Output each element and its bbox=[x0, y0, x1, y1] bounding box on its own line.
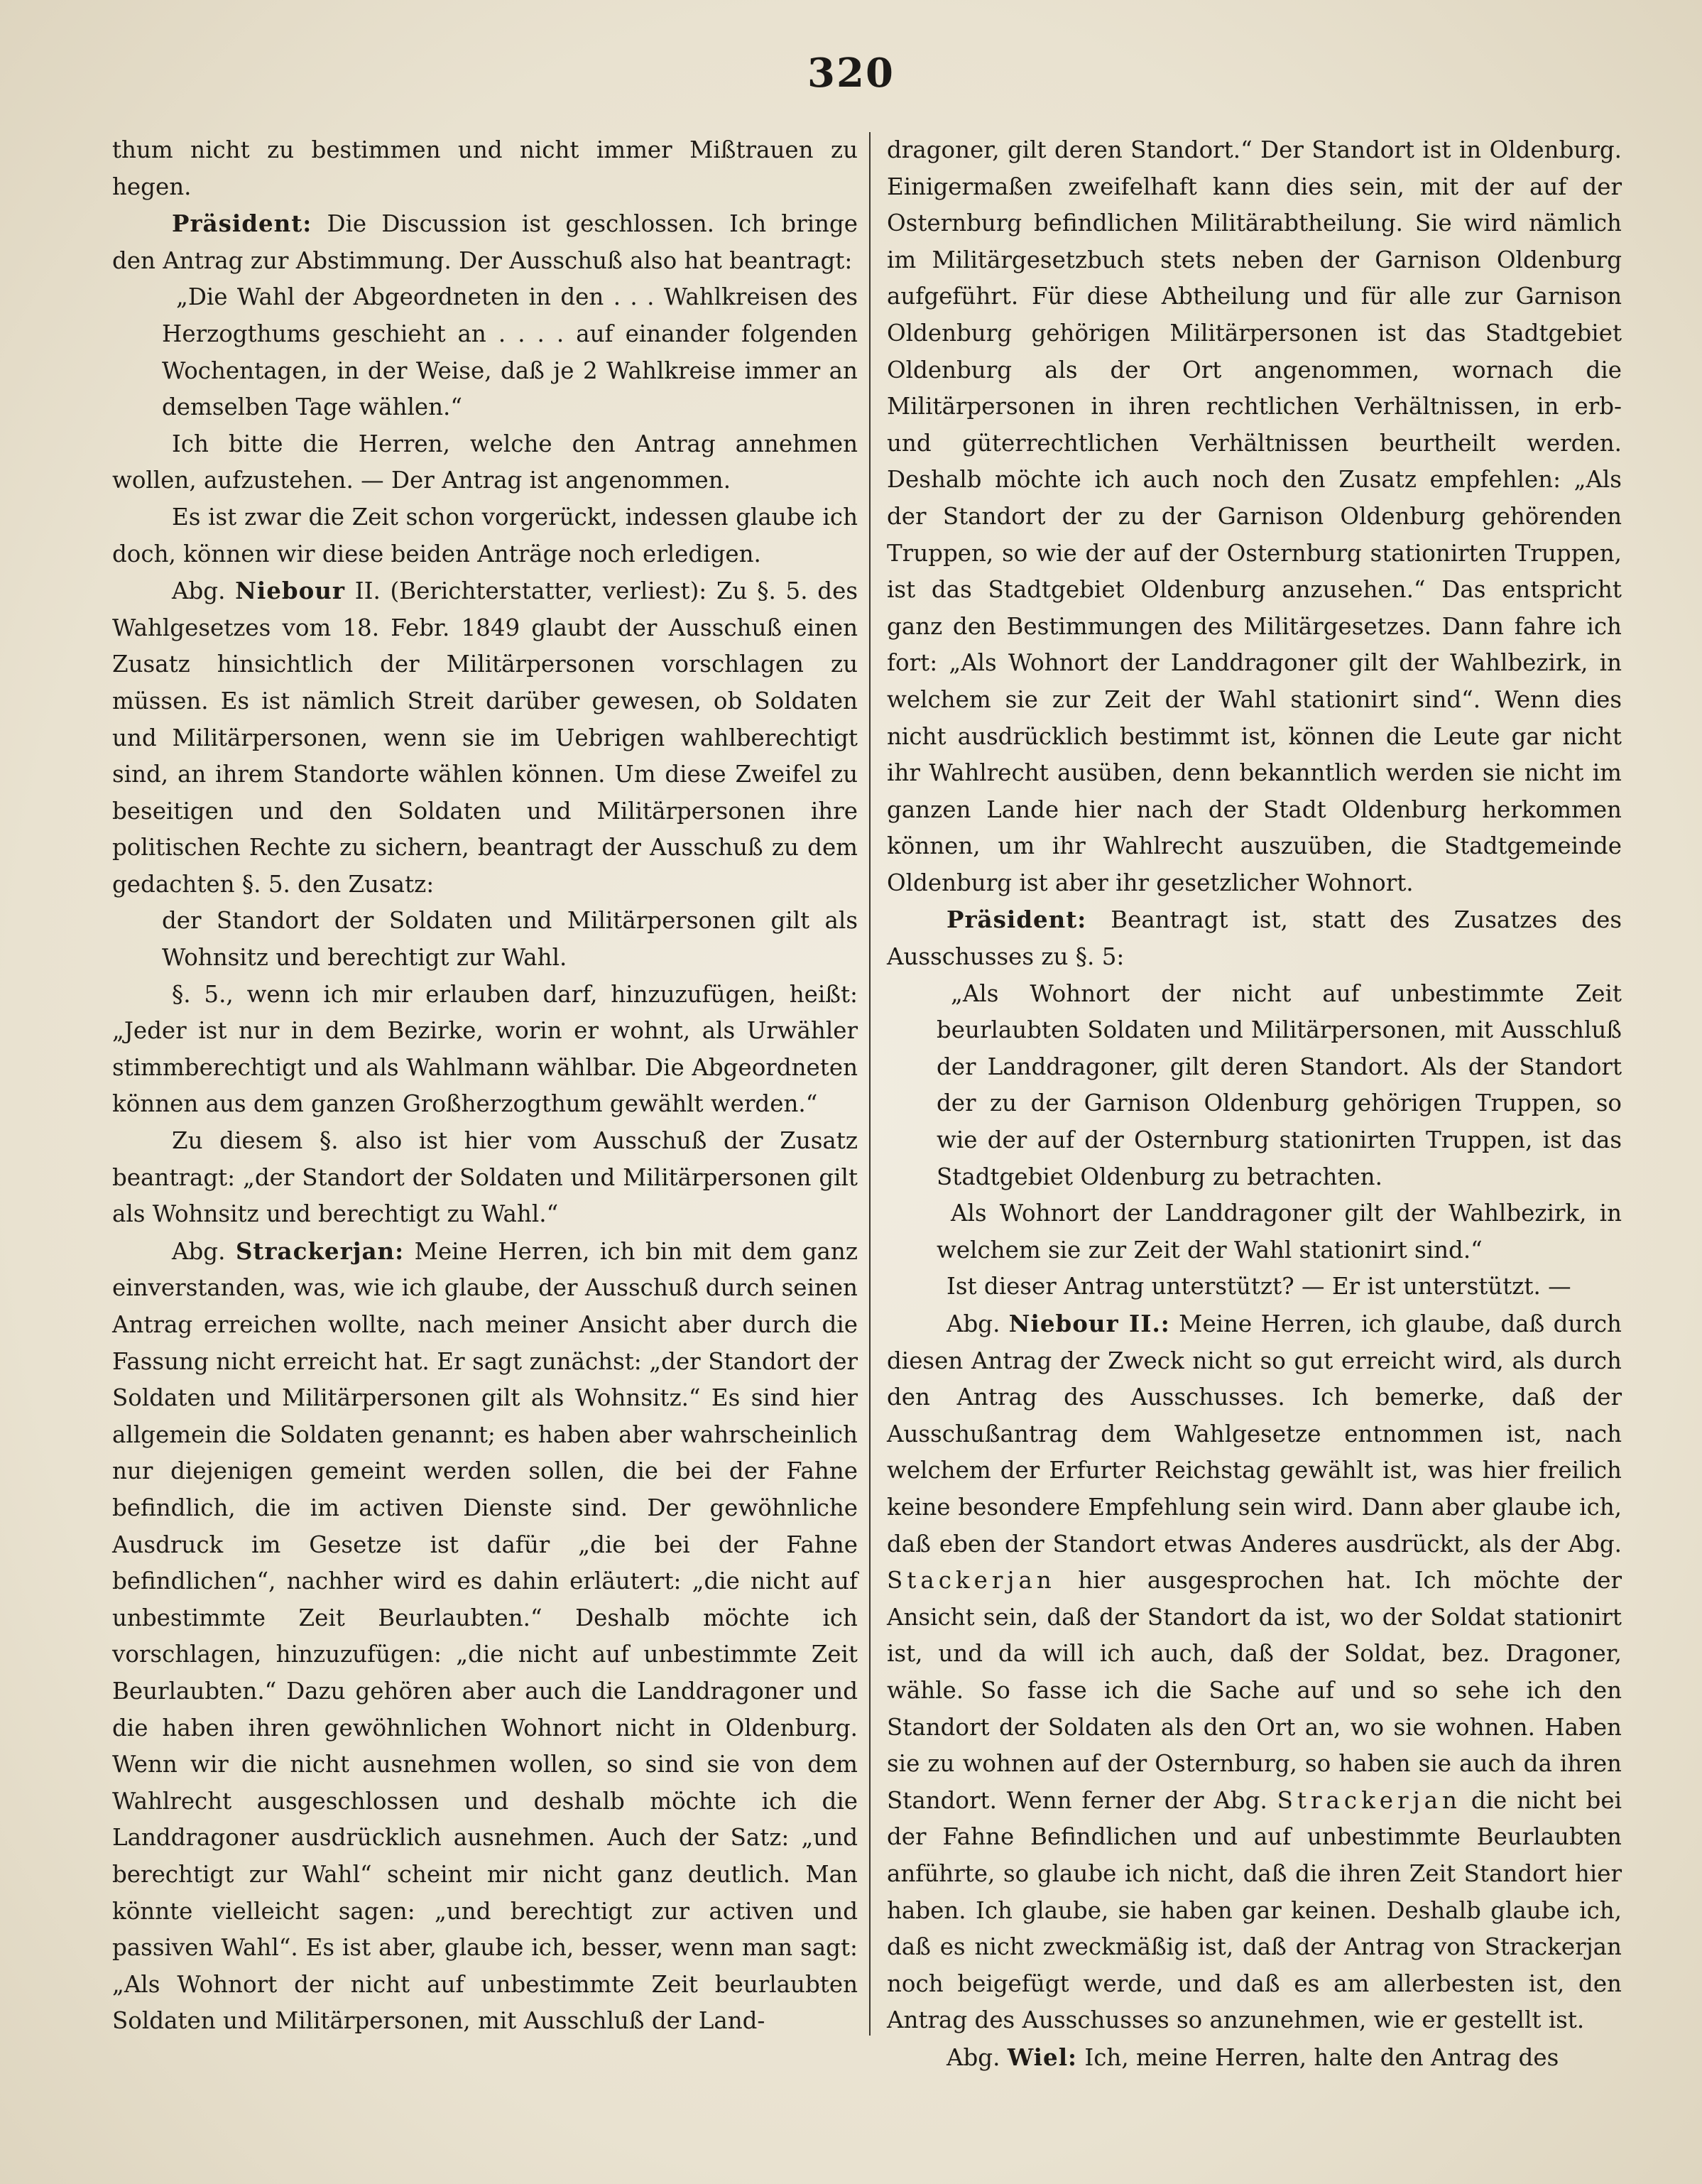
paragraph: Es ist zwar die Zeit schon vorgerückt, indessen glaube ich doch, können wir diese beiden Anträge noch erledigen. bbox=[112, 503, 858, 567]
column-divider bbox=[869, 132, 871, 2036]
left-column bbox=[112, 132, 858, 2040]
paragraph bbox=[112, 572, 858, 903]
speaker-name: Präsident: bbox=[172, 210, 312, 238]
paragraph: Ist dieser Antrag unterstützt? — Er ist unterstützt. — bbox=[947, 1273, 1571, 1300]
page-number: 320 bbox=[807, 50, 895, 97]
paragraph-text: hier ausgesprochen hat. Ich möchte der Ansicht sein, daß der Standort da ist, wo der Soldat stationirt ist, und da will ich auch, daß der Soldat, bez. Dragoner, wähle. So fasse ich die Sache auf und so sehe ich den Standort der Soldaten als den Ort an, wo sie wohnen. Haben sie zu wohnen auf der Osternburg, so haben sie auch da ihren Standort. Wenn ferner der Abg. bbox=[887, 1567, 1622, 1814]
paragraph-text: die nicht bei der Fahne Befindlichen und auf unbestimmte Beurlaubten anführte, so glaube ich nicht, daß die ihren Zeit Standort hier haben. Ich glaube, sie haben gar keinen. Deshalb glaube ich, daß es nicht zweckmäßig ist, daß der Antrag von Strackerjan noch beigefügt werde, und daß es am allerbesten ist, den Antrag des Ausschusses so anzunehmen, wie er gestellt ist. bbox=[887, 1786, 1622, 2034]
paragraph: §. 5., wenn ich mir erlauben darf, hinzuzufügen, heißt: „Jeder ist nur in dem Bezirke, worin er wohnt, als Urwähler stimmberechtigt und als Wahlmann wählbar. Die Abgeordneten können aus dem ganzen Großherzogthum gewählt werden.“ bbox=[112, 980, 858, 1118]
paragraph-text: Meine Herren, ich bin mit dem ganz einverstanden, was, wie ich glaube, der Ausschuß durch seinen Antrag erreichen wollte, nach meiner Ansicht aber durch die Fassung nicht erreicht hat. Er sagt zunächst: „der Standort der Soldaten und Militärpersonen gilt als Wohnsitz.“ Es sind hier allgemein die Soldaten genannt; es haben aber wahrscheinlich nur diejenigen gemeint werden sollen, die bei der Fahne befindlich, die im activen Dienste sind. Der gewöhnliche Ausdruck im Gesetze ist dafür „die bei der Fahne befindlichen“, nachher wird es dahin erläutert: „die nicht auf unbestimmte Zeit Beurlaubten.“ Deshalb möchte ich vorschlagen, hinzuzufügen: „die nicht auf unbestimmte Zeit Beurlaubten.“ Dazu gehören aber auch die Landdragoner und die haben ihren gewöhnlichen Wohnort nicht in Oldenburg. Wenn wir die nicht ausnehmen wollen, so sind sie von dem Wahlrecht ausgeschlossen und deshalb möchte ich die Landdragoner ausdrücklich ausnehmen. Auch der Satz: „und berechtigt zur Wahl“ scheint mir nicht ganz deutlich. Man könnte vielleicht sagen: „und berechtigt zur activen und passiven Wahl“. Es ist aber, glaube ich, besser, wenn man sagt: „Als Wohnort der nicht auf unbestimmte Zeit beurlaubten Soldaten und Militärpersonen, mit Ausschluß der Land- bbox=[112, 1237, 858, 2035]
paragraph-text: Abg. bbox=[947, 1310, 1009, 1337]
speaker-name: Niebour bbox=[235, 577, 346, 605]
paragraph-text: Meine Herren, ich glaube, daß durch diesen Antrag der Zweck nicht so gut erreicht wird, als durch den Antrag des Ausschusses. Ich bemerke, daß der Ausschußantrag dem Wahlgesetze entnommen ist, nach welchem der Erfurter Reichstag gewählt ist, was hier freilich keine besondere Empfehlung sein wird. Dann aber glaube ich, daß eben der Standort etwas Anderes ausdrückt, als der Abg. bbox=[887, 1310, 1622, 1558]
paragraph-text: II. (Berichterstatter, verliest): Zu §. 5. des Wahlgesetzes vom 18. Febr. 1849 glaubt der Ausschuß einen Zusatz hinsichtlich der Militärpersonen vorschlagen zu müssen. Es ist nämlich Streit darüber gewesen, ob Soldaten und Militärpersonen, wenn sie im Uebrigen wahlberechtigt sind, an ihrem Standorte wählen können. Um diese Zweifel zu beseitigen und den Soldaten und Militärpersonen ihre politischen Rechte zu sichern, beantragt der Ausschuß zu dem gedachten §. 5. den Zusatz: bbox=[112, 577, 858, 898]
quoted-motion: Als Wohnort der Landdragoner gilt der Wahlbezirk, in welchem sie zur Zeit der Wahl stationirt sind.“ bbox=[937, 1200, 1622, 1264]
paragraph bbox=[887, 901, 1622, 975]
paragraph-text: Abg. bbox=[947, 2043, 1008, 2071]
spaced-name: Stackerjan bbox=[887, 1567, 1056, 1594]
paragraph: dragoner, gilt deren Standort.“ Der Standort ist in Oldenburg. Einigermaßen zweifelhaft kann dies sein, mit der auf der Osternburg befindlichen Militärabtheilung. Sie wird nämlich im Militärgesetzbuch stets neben der Garnison Oldenburg aufgeführt. Für diese Abtheilung und für alle zur Garnison Oldenburg gehörigen Militärpersonen ist das Stadtgebiet Oldenburg als der Ort angenommen, wornach die Militärpersonen in ihren rechtlichen Verhältnissen, in erb- und güterrechtlichen Verhältnissen beurtheilt werden. Deshalb möchte ich auch noch den Zusatz empfehlen: „Als der Standort der zu der Garnison Oldenburg gehörenden Truppen, so wie der auf der Osternburg stationirten Truppen, ist das Stadtgebiet Oldenburg anzusehen.“ Das entspricht ganz den Bestimmungen des Militärgesetzes. Dann fahre ich fort: „Als Wohnort der Landdragoner gilt der Wahlbezirk, in welchem sie zur Zeit der Wahl stationirt sind“. Wenn dies nicht ausdrücklich bestimmt ist, können die Leute gar nicht ihr Wahlrecht ausüben, denn bekanntlich werden sie nicht im ganzen Lande hier nach der Stadt Oldenburg herkommen können, um ihr Wahlrecht auszuüben, die Stadtgemeinde Oldenburg ist aber ihr gesetzlicher Wohnort. bbox=[887, 136, 1622, 896]
speaker-name: Strackerjan: bbox=[235, 1237, 405, 1265]
speaker-name: Wiel: bbox=[1007, 2043, 1078, 2071]
paragraph-text: Ich, meine Herren, halte den Antrag des bbox=[1077, 2043, 1559, 2071]
quoted-motion: der Standort der Soldaten und Militärpersonen gilt als Wohnsitz und berechtigt zur Wahl. bbox=[162, 907, 858, 972]
paragraph-text: Abg. bbox=[172, 577, 236, 605]
paragraph bbox=[887, 2039, 1622, 2077]
paragraph: Zu diesem §. also ist hier vom Ausschuß der Zusatz beantragt: „der Standort der Soldaten und Militärpersonen gilt als Wohnsitz und berechtigt zu Wahl.“ bbox=[112, 1127, 858, 1228]
paragraph: Ich bitte die Herren, welche den Antrag annehmen wollen, aufzustehen. — Der Antrag ist angenommen. bbox=[112, 430, 858, 494]
paragraph bbox=[887, 1305, 1622, 2039]
quoted-motion: „Die Wahl der Abgeordneten in den . . . Wahlkreisen des Herzogthums geschieht an . . . . auf einander folgenden Wochentagen, in der Weise, daß je 2 Wahlkreise immer an demselben Tage wählen.“ bbox=[162, 283, 858, 421]
spaced-name: Strackerjan bbox=[1277, 1786, 1461, 1814]
speaker-name: Präsident: bbox=[947, 906, 1087, 934]
right-column bbox=[887, 132, 1622, 2076]
paragraph: thum nicht zu bestimmen und nicht immer Mißtrauen zu hegen. bbox=[112, 136, 858, 200]
quoted-motion: „Als Wohnort der nicht auf unbestimmte Zeit beurlaubten Soldaten und Militärpersonen, mit Ausschluß der Landdragoner, gilt deren Standort. Als der Standort der zu der Garnison Oldenburg gehörigen Truppen, so wie der auf der Osternburg stationirten Truppen, ist das Stadtgebiet Oldenburg zu betrachten. bbox=[937, 979, 1622, 1190]
paragraph-text: Abg. bbox=[172, 1237, 236, 1265]
paragraph bbox=[112, 1233, 858, 2040]
paragraph bbox=[112, 205, 858, 279]
speaker-name: Niebour II.: bbox=[1008, 1310, 1170, 1337]
paragraph-text: Beantragt ist, statt des Zusatzes des Ausschusses zu §. 5: bbox=[887, 906, 1622, 971]
paragraph-text: Die Discussion ist geschlossen. Ich bringe den Antrag zur Abstimmung. Der Ausschuß also hat beantragt: bbox=[112, 210, 858, 274]
